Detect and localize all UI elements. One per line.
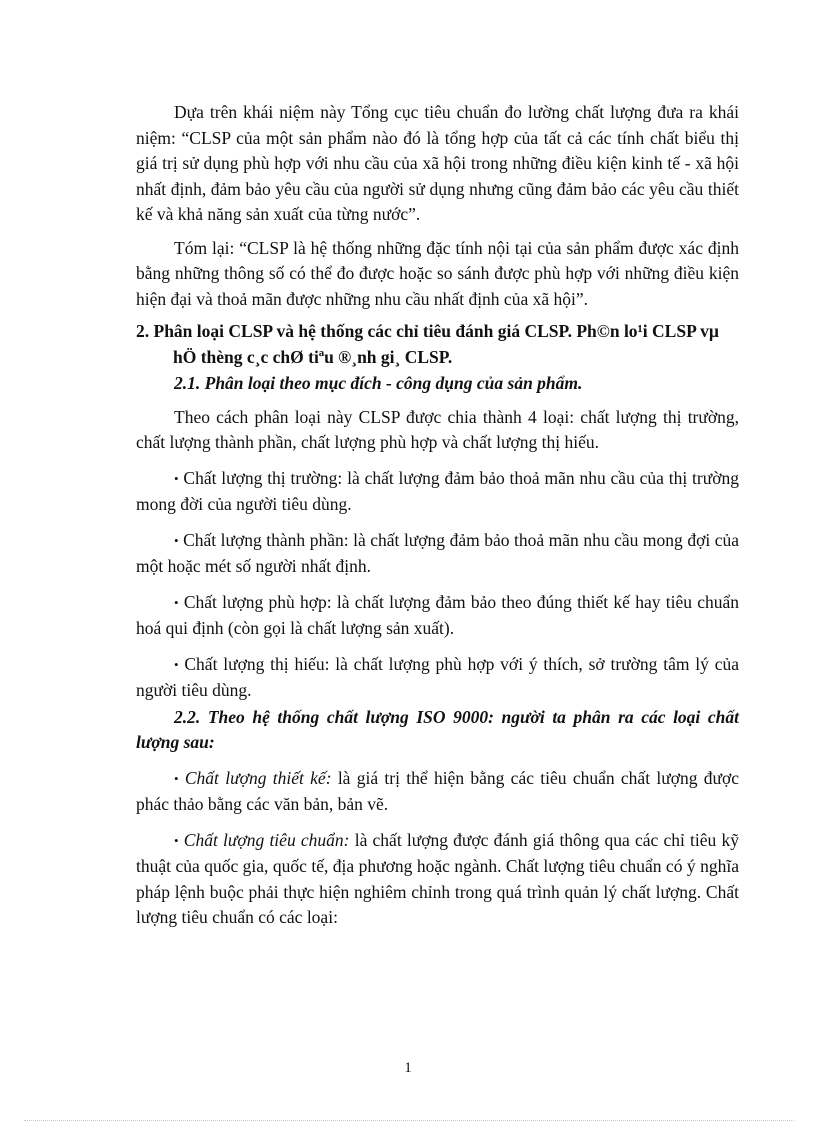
section-heading-2: 2. Phân loại CLSP và hệ thống các chỉ tiêu đánh giá CLSP. Ph©n lo¹i CLSP vµ hÖ thèng c¸c chØ tiªu ®¸nh gi¸ CLSP. xyxy=(136,321,720,367)
bullet-text: Chất lượng thị trường: là chất lượng đảm bảo thoả mãn nhu cầu của thị trường mong đời của người tiêu dùng. xyxy=(136,467,739,514)
bullet-item xyxy=(136,466,739,518)
bullet-icon: • xyxy=(174,532,179,548)
bullet-item xyxy=(136,528,739,580)
bullet-icon: • xyxy=(174,594,179,610)
bullet-text: Chất lượng phù hợp: là chất lượng đảm bảo theo đúng thiết kế hay tiêu chuẩn hoá qui định (còn gọi là chất lượng sản xuất). xyxy=(136,591,740,638)
bullet-text: Chất lượng thị hiếu: là chất lượng phù hợp với ý thích, sở trường tâm lý của người tiêu dùng. xyxy=(136,653,739,700)
page-number: 1 xyxy=(404,1060,412,1076)
subsection-heading-2-2: 2.2. Theo hệ thống chất lượng ISO 9000: người ta phân ra các loại chất lượng sau: xyxy=(136,706,739,752)
page-bottom-border xyxy=(24,1120,794,1121)
bullet-icon: • xyxy=(174,832,179,848)
bullet-item xyxy=(136,652,739,704)
paragraph-summary: Tóm lại: “CLSP là hệ thống những đặc tính nội tại của sản phẩm được xác định bằng những thông số có thể đo được hoặc so sánh được phù hợp với những điều kiện hiện đại và thoả mãn được những nhu cầu nhất định của xã hội”. xyxy=(136,237,739,309)
bullet-icon: • xyxy=(174,656,179,672)
subsection-heading-2-1: 2.1. Phân loại theo mục đích - công dụng của sản phẩm. xyxy=(174,373,583,393)
paragraph-definition: Dựa trên khái niệm này Tổng cục tiêu chuẩn đo lường chất lượng đưa ra khái niệm: “CLSP của một sản phẩm nào đó là tổng hợp của tất cả các tính chất biểu thị giá trị sử dụng phù hợp với nhu cầu của xã hội trong những điều kiện kinh tế - xã hội nhất định, đảm bảo yêu cầu của người sử dụng nhưng cũng đảm bảo các yêu cầu thiết kế và khả năng sản xuất của từng nước”. xyxy=(136,102,739,224)
definition-text: là giá trị thể hiện bằng các tiêu chuẩn chất lượng được phác thảo bằng các văn bản, bản vẽ. xyxy=(136,767,740,814)
bullet-icon: • xyxy=(174,470,179,486)
bullet-icon: • xyxy=(174,770,179,786)
page-content xyxy=(136,100,739,931)
definition-term: Chất lượng thiết kế: xyxy=(184,767,332,788)
paragraph-classification-intro: Theo cách phân loại này CLSP được chia thành 4 loại: chất lượng thị trường, chất lượng thành phần, chất lượng phù hợp và chất lượng thị hiếu. xyxy=(136,406,739,452)
definition-item xyxy=(136,766,739,818)
definition-item xyxy=(136,828,739,931)
bullet-text: Chất lượng thành phần: là chất lượng đảm bảo thoả mãn nhu cầu mong đợi của một hoặc mét số người nhất định. xyxy=(136,529,739,576)
bullet-item xyxy=(136,590,739,642)
definition-term: Chất lượng tiêu chuẩn: xyxy=(183,829,350,850)
definition-text: là chất lượng được đánh giá thông qua các chỉ tiêu kỹ thuật của quốc gia, quốc tế, địa phương hoặc ngành. Chất lượng tiêu chuẩn có ý nghĩa pháp lệnh buộc phải thực hiện nghiêm chỉnh trong quá trình quản lý chất lượng. Chất lượng tiêu chuẩn có các loại: xyxy=(136,829,739,927)
